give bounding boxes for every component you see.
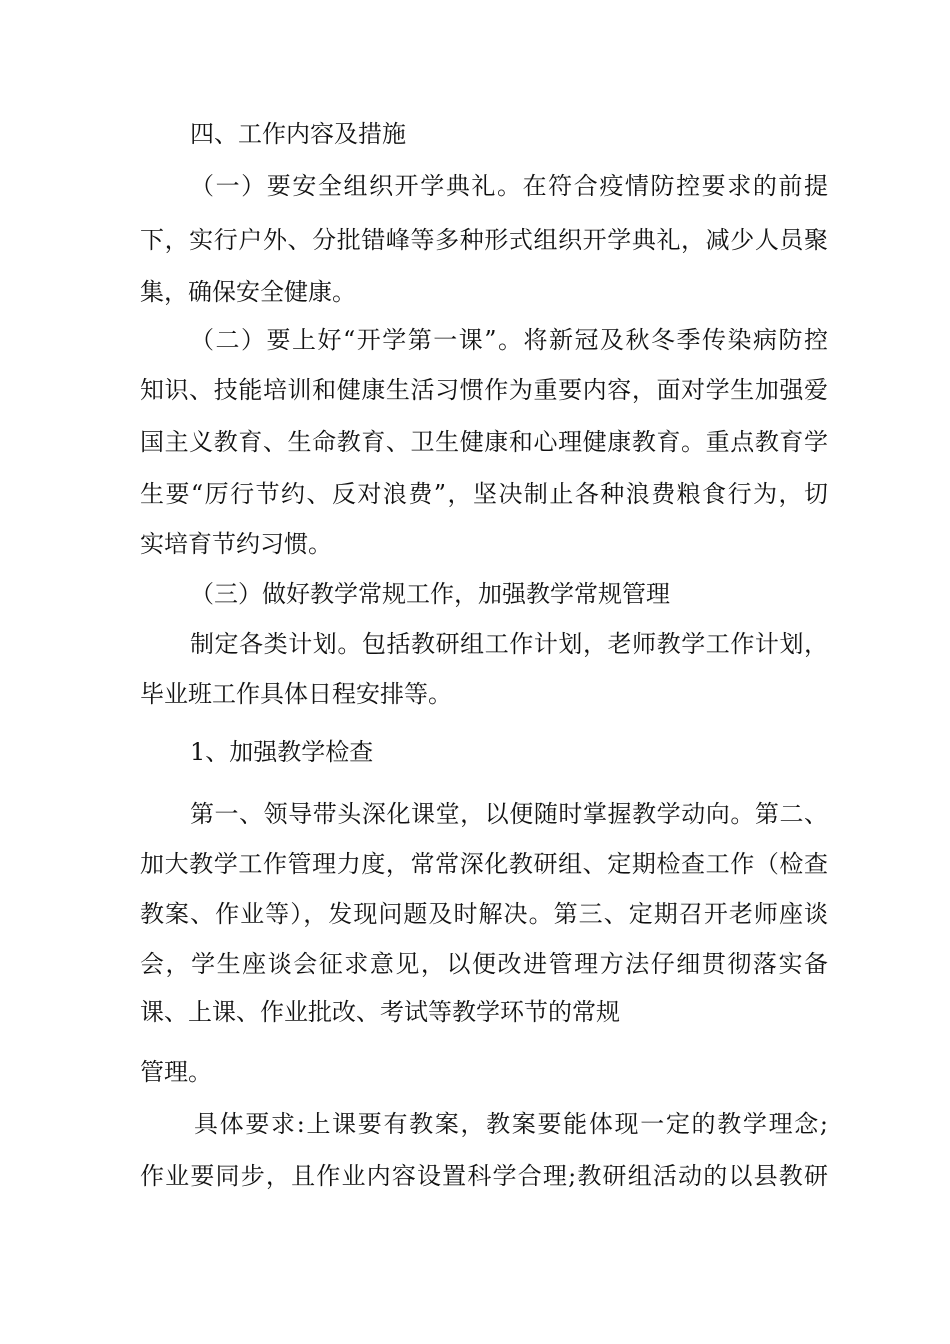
subheading-1: 1、加强教学检查 <box>190 738 374 766</box>
para2-line4: 生要“厉行节约、反对浪费”，坚决制止各种浪费粮食行为，切 <box>140 480 828 508</box>
para1-line3: 集，确保安全健康。 <box>140 278 356 306</box>
para2-line1: （二）要上好“开学第一课”。将新冠及秋冬季传染病防控 <box>190 326 828 354</box>
section-heading: 四、工作内容及措施 <box>190 120 406 148</box>
para6-line2: 作业要同步，且作业内容设置科学合理;教研组活动的以县教研 <box>140 1162 828 1190</box>
para2-line5: 实培育节约习惯。 <box>140 530 332 558</box>
para3-heading: （三）做好教学常规工作，加强教学常规管理 <box>190 580 670 608</box>
para2-line3: 国主义教育、生命教育、卫生健康和心理健康教育。重点教育学 <box>140 428 828 456</box>
para5-line1: 第一、领导带头深化课堂，以便随时掌握教学动向。第二、 <box>190 800 828 828</box>
para5-line4: 会，学生座谈会征求意见，以便改进管理方法仔细贯彻落实备 <box>140 950 828 978</box>
para6-line1: 具体要求:上课要有教案，教案要能体现一定的教学理念; <box>194 1110 828 1138</box>
para5-line5: 课、上课、作业批改、考试等教学环节的常规 <box>140 998 620 1026</box>
para2-line2: 知识、技能培训和健康生活习惯作为重要内容，面对学生加强爱 <box>140 376 828 404</box>
para1-line2: 下，实行户外、分批错峰等多种形式组织开学典礼，减少人员聚 <box>140 226 828 254</box>
para5-line2: 加大教学工作管理力度，常常深化教研组、定期检查工作（检查 <box>140 850 828 878</box>
para5-line3: 教案、作业等），发现问题及时解决。第三、定期召开老师座谈 <box>140 900 828 928</box>
para4-line2: 毕业班工作具体日程安排等。 <box>140 680 452 708</box>
para1-line1: （一）要安全组织开学典礼。在符合疫情防控要求的前提 <box>190 172 828 200</box>
para4-line1: 制定各类计划。包括教研组工作计划，老师教学工作计划， <box>190 630 828 658</box>
para5-line6: 管理。 <box>140 1058 212 1086</box>
